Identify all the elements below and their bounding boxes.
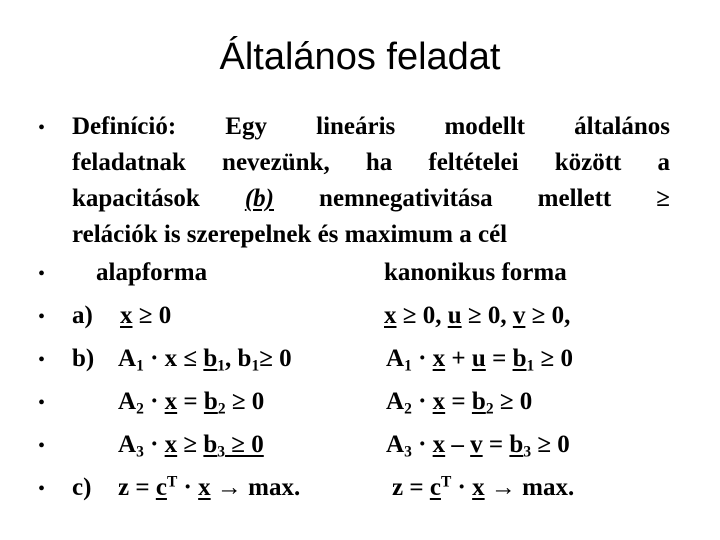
bullet: • [38,306,46,328]
row-b-right: $A_1 \cdot x + u = b_1 \ge 0$ [386,345,573,375]
row-a-left: x ≥ 0 [120,302,172,329]
definition-line-3: kapacitások (b) nemnegativitása mellett ≥ [72,185,670,212]
bullet: • [38,117,46,139]
bullet: • [38,435,46,457]
definition-line-4: relációk is szerepelnek és maximum a cél [72,221,508,248]
row-b-label: b) [72,345,95,372]
row-b-left: $A_1 \cdot x \le b_1$, $b_1\ge 0$ [118,345,292,375]
header-kanonikus-forma: kanonikus forma [384,259,567,286]
row-b3-right: $A_3 \cdot x - v = b_3 \ge 0$ [386,431,570,461]
bullet: • [38,263,46,285]
bullet: • [38,392,46,414]
bullet: • [38,478,46,500]
row-a-right: x ≥ 0, u ≥ 0, v ≥ 0, [384,302,571,329]
row-c-right: $z = c^T \cdot x \to \max$. [392,473,575,501]
slide-title: Általános feladat [219,36,501,78]
definition-line-2: feladatnak nevezünk, ha feltételei között a [72,149,670,176]
row-b2-right: $A_2 \cdot x = b_2 \ge 0$ [386,388,533,418]
row-a-label: a) [72,302,93,329]
definition-line-1: Definíció: Egy lineáris modellt általános [72,113,670,140]
row-c-label: c) [72,474,92,501]
row-b2-left: $A_2 \cdot x = b_2 \ge 0$ [118,388,265,418]
row-c-left: $z = c^T \cdot x \to \max$. [118,473,301,501]
capacity-symbol: (b) [244,185,274,212]
header-alapforma: alapforma [96,259,208,286]
bullet: • [38,349,46,371]
row-b3-left: $A_3 \cdot x \ge b_3 \ge 0$ [118,431,264,461]
